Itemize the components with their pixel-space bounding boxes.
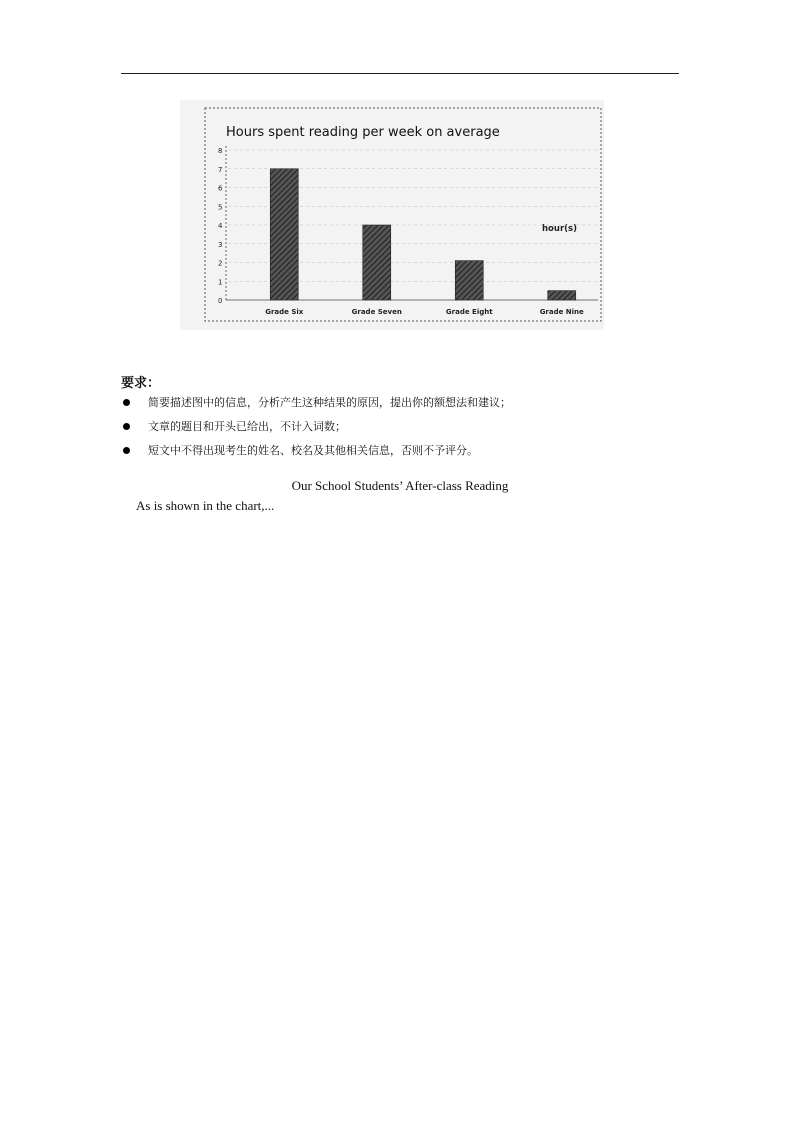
- requirement-item: [121, 419, 511, 443]
- y-tick-label: 0: [218, 297, 223, 305]
- bar: [548, 291, 576, 300]
- requirements-heading: 要求：: [121, 376, 161, 391]
- y-tick-label: 4: [218, 222, 223, 230]
- chart-x-axis: [265, 308, 584, 316]
- y-tick-label: 7: [218, 165, 223, 174]
- requirement-text: 简要描述图中的信息，分析产生这种结果的原因，提出你的额想法和建议；: [148, 396, 511, 409]
- y-tick-label: 5: [218, 203, 223, 212]
- chart-title: Hours spent reading per week on average: [226, 125, 500, 140]
- bullet-icon: [123, 423, 130, 430]
- bar-chart: [180, 100, 604, 330]
- bar-chart-image: [180, 100, 604, 330]
- bar: [270, 169, 298, 300]
- requirement-item: [121, 395, 511, 419]
- chart-bars: [270, 169, 576, 300]
- bullet-icon: [123, 399, 130, 406]
- x-tick-label: Grade Eight: [445, 308, 493, 316]
- y-tick-label: 1: [218, 278, 223, 287]
- requirement-item: [121, 443, 511, 467]
- requirement-text: 文章的题目和开头已给出，不计入词数；: [148, 420, 346, 433]
- bar: [455, 261, 483, 300]
- chart-legend-label: hour(s): [542, 224, 577, 234]
- essay-opening: As is shown in the chart,...: [136, 498, 275, 513]
- essay-title: Our School Students’ After-class Reading: [291, 478, 509, 493]
- requirements-list: [121, 395, 511, 467]
- bullet-icon: [123, 447, 130, 454]
- y-tick-label: 6: [218, 184, 223, 193]
- x-tick-label: Grade Nine: [539, 308, 584, 316]
- requirement-text: 短文中不得出现考生的姓名、校名及其他相关信息，否则不予评分。: [148, 444, 478, 457]
- y-tick-label: 8: [218, 147, 223, 155]
- top-rule: [121, 73, 679, 74]
- x-tick-label: Grade Six: [265, 308, 304, 316]
- y-tick-label: 2: [218, 259, 223, 268]
- y-tick-label: 3: [218, 240, 223, 249]
- bar: [363, 225, 391, 300]
- x-tick-label: Grade Seven: [351, 308, 402, 316]
